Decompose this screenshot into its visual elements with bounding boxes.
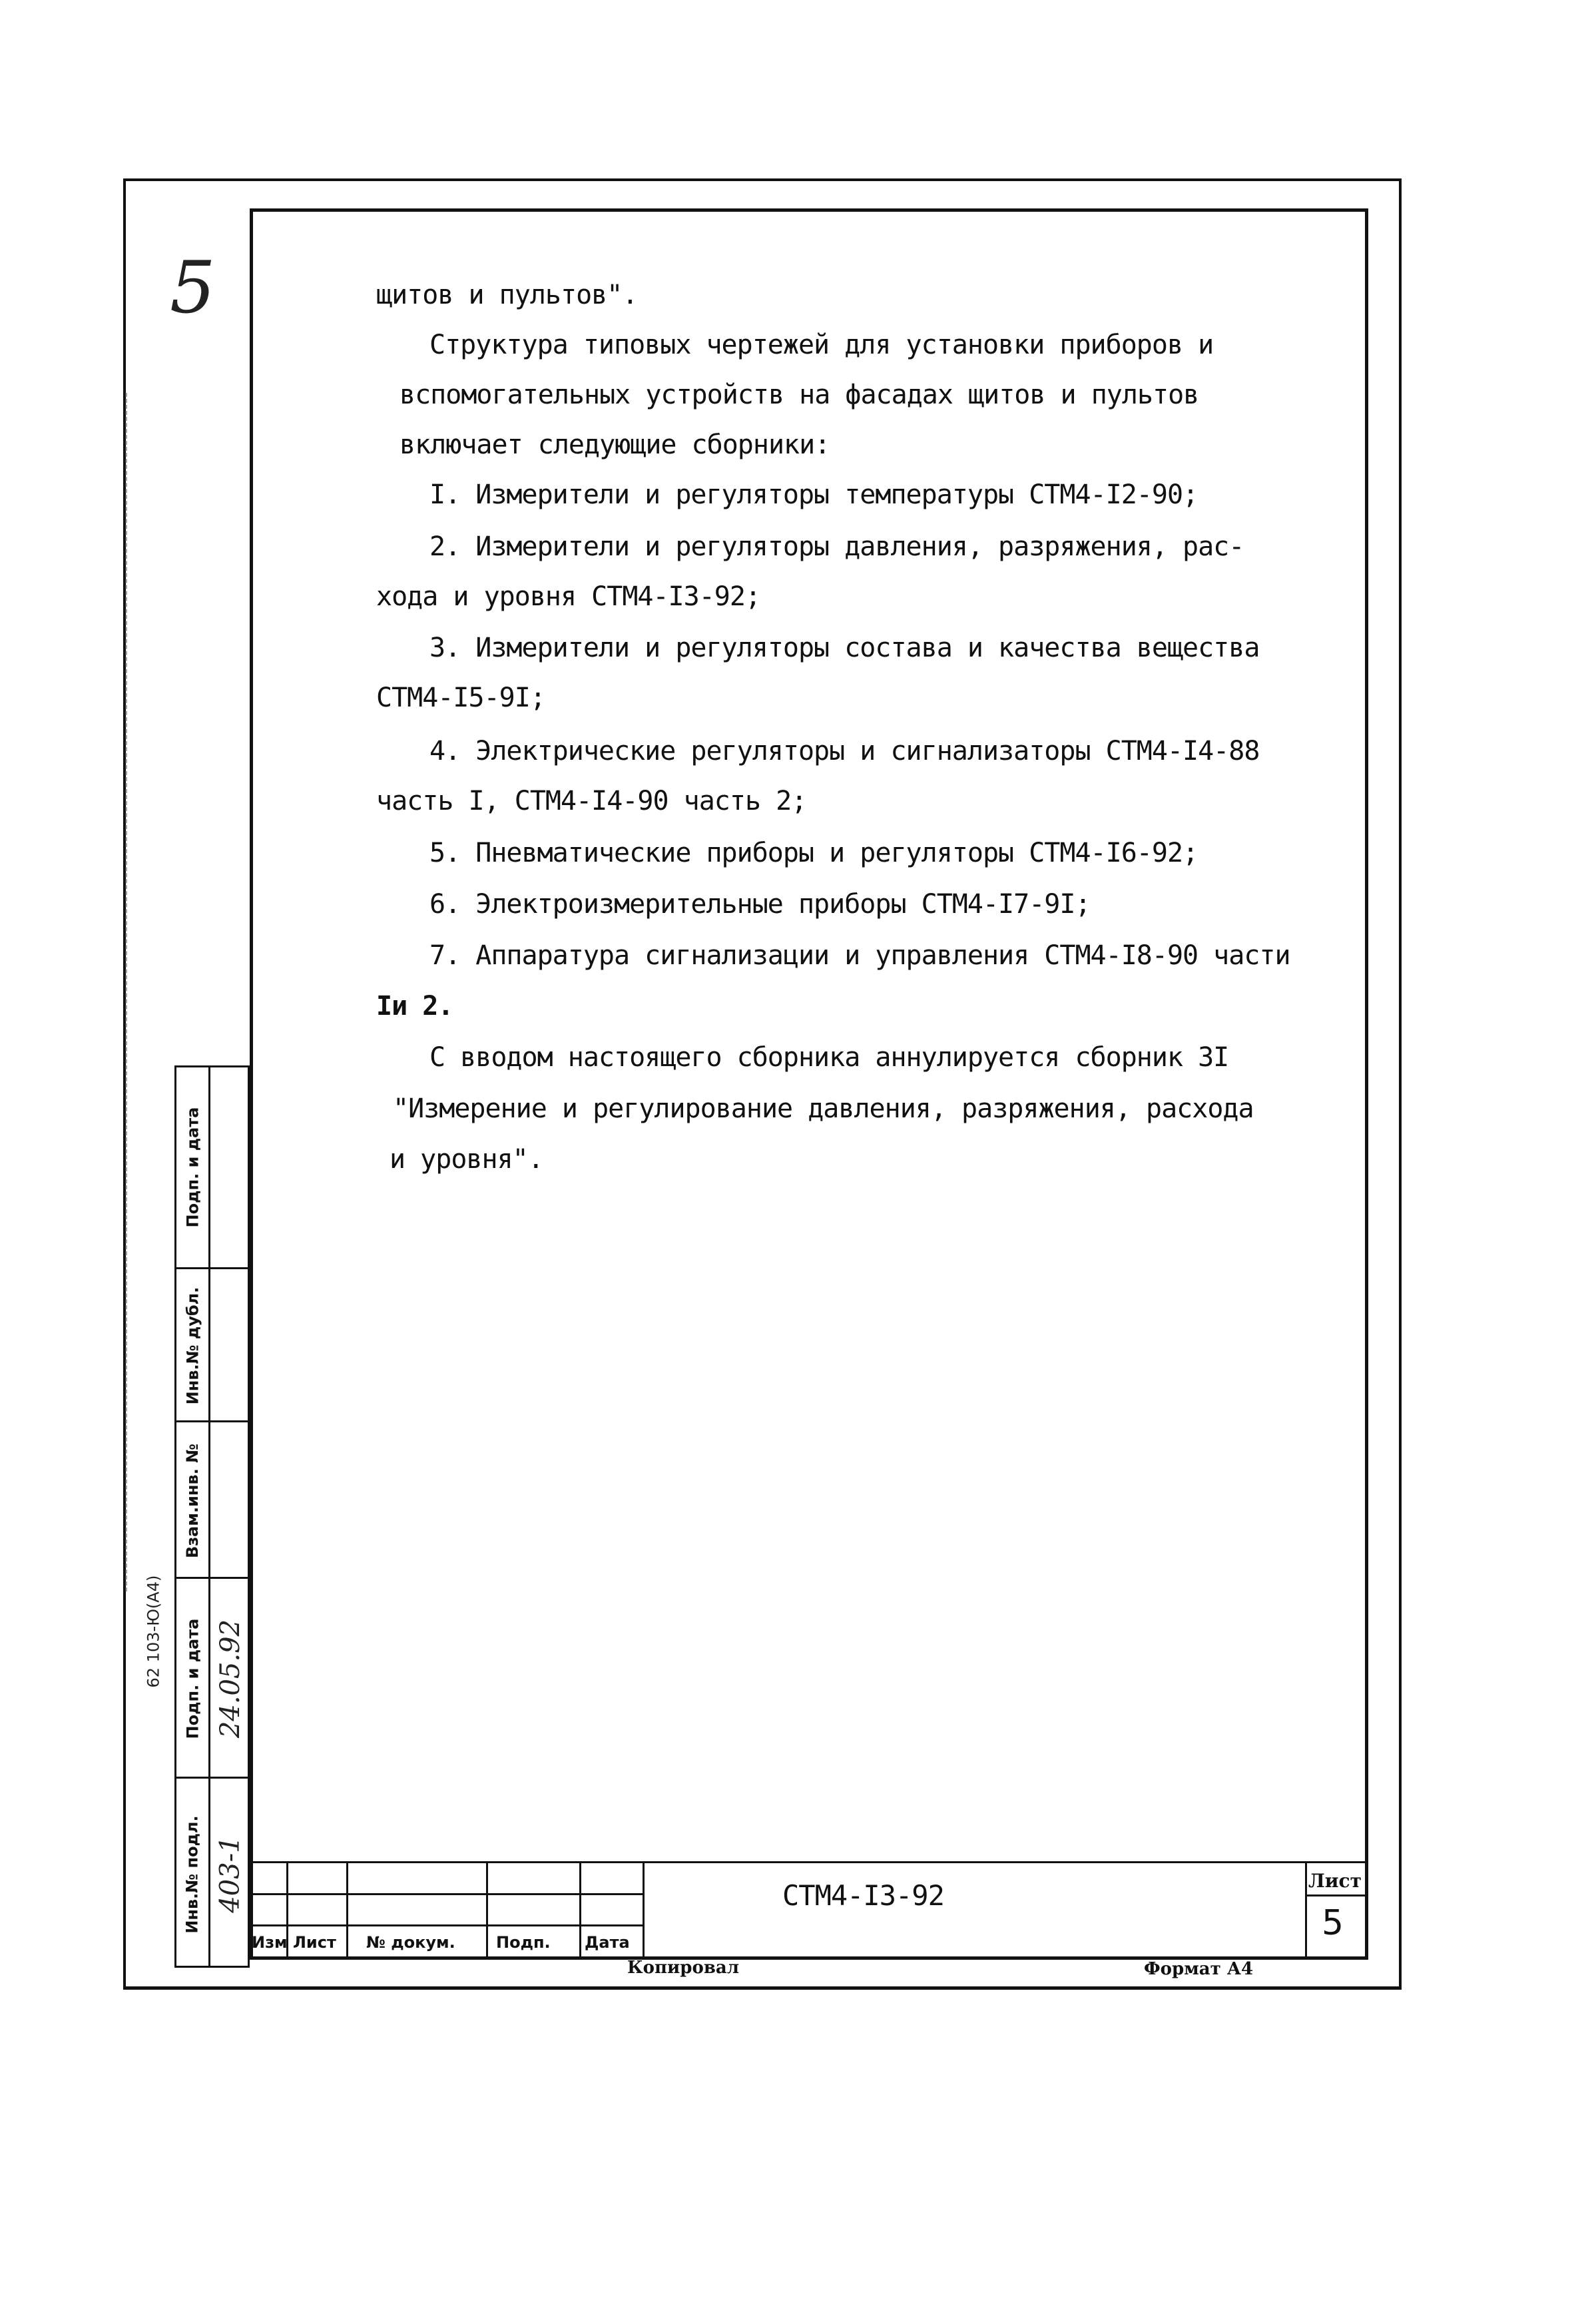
body-line: СТМ4-I5-9I;	[376, 683, 545, 713]
body-line: хода и уровня СТМ4-I3-92;	[376, 581, 761, 612]
body-line: "Измерение и регулирование давления, разряжения, расхода	[393, 1093, 1254, 1124]
side-stamp-label: Инв.№ дубл.	[183, 1287, 202, 1405]
body-line: Iи 2.	[376, 991, 453, 1021]
side-stamp	[174, 1065, 250, 1968]
title-block-header: Лист	[293, 1933, 336, 1952]
title-block-header: № докум.	[366, 1933, 455, 1952]
side-stamp-label: Взам.инв. №	[183, 1443, 202, 1558]
side-stamp-label: Подп. и дата	[183, 1618, 202, 1739]
title-block-rule	[250, 1893, 643, 1895]
side-stamp-label: Подп. и дата	[183, 1107, 202, 1228]
body-line: щитов и пультов".	[376, 280, 638, 310]
binding-margin-marks	[125, 393, 133, 1592]
title-block-rule	[1305, 1861, 1307, 1960]
body-line: 6. Электроизмерительные приборы СТМ4-I7-9I;	[429, 889, 1091, 920]
side-stamp-cell	[176, 1067, 252, 1267]
handwritten-sheet-number: 5	[170, 246, 216, 330]
side-stamp-value: 403-1	[215, 1835, 246, 1913]
side-stamp-cell	[176, 1577, 252, 1777]
format-label: Формат А4	[1144, 1959, 1254, 1979]
title-block-rule	[346, 1861, 348, 1960]
title-block-rule	[643, 1861, 645, 1960]
title-block-header: Подп.	[496, 1933, 551, 1952]
title-block-rule	[250, 1861, 1368, 1863]
body-line: 4. Электрические регуляторы и сигнализаторы СТМ4-I4-88	[429, 736, 1260, 766]
side-stamp-cell	[176, 1420, 252, 1577]
form-code: 62 103-Ю(А4)	[144, 1575, 162, 1688]
body-line: Структура типовых чертежей для установки приборов и	[429, 330, 1214, 360]
body-line: 2. Измерители и регуляторы давления, разряжения, рас-	[429, 531, 1244, 562]
sheet-label: Лист	[1308, 1870, 1362, 1892]
body-line: I. Измерители и регуляторы температуры СТМ4-I2-90;	[429, 479, 1198, 510]
body-line: 3. Измерители и регуляторы состава и качества вещества	[429, 633, 1260, 663]
body-line: 7. Аппаратура сигнализации и управления СТМ4-I8-90 части	[429, 940, 1290, 971]
title-block-header: Дата	[585, 1933, 630, 1952]
title-block-rule	[1305, 1894, 1368, 1896]
side-stamp-cell	[176, 1267, 252, 1420]
title-block-rule	[579, 1861, 581, 1960]
title-block-rule	[486, 1861, 488, 1960]
sheet-number: 5	[1322, 1903, 1344, 1943]
body-line: 5. Пневматические приборы и регуляторы СТМ4-I6-92;	[429, 838, 1198, 868]
copied-by-label: Копировал	[627, 1958, 740, 1978]
inner-frame	[250, 208, 1368, 1960]
body-line: включает следующие сборники:	[399, 430, 830, 460]
body-line: С вводом настоящего сборника аннулируется сборник 3I	[429, 1042, 1229, 1073]
title-block-rule	[250, 1924, 643, 1926]
title-block-header: Изм	[252, 1933, 288, 1952]
body-line: и уровня".	[390, 1144, 543, 1175]
body-line: вспомогательных устройств на фасадах щитов и пультов	[399, 380, 1199, 410]
side-stamp-cell	[176, 1777, 252, 1968]
side-stamp-signature: 24.05.92	[215, 1619, 246, 1739]
body-line: часть I, СТМ4-I4-90 часть 2;	[376, 786, 807, 816]
document-code: СТМ4-I3-92	[782, 1879, 944, 1912]
side-stamp-label: Инв.№ подл.	[183, 1815, 202, 1934]
